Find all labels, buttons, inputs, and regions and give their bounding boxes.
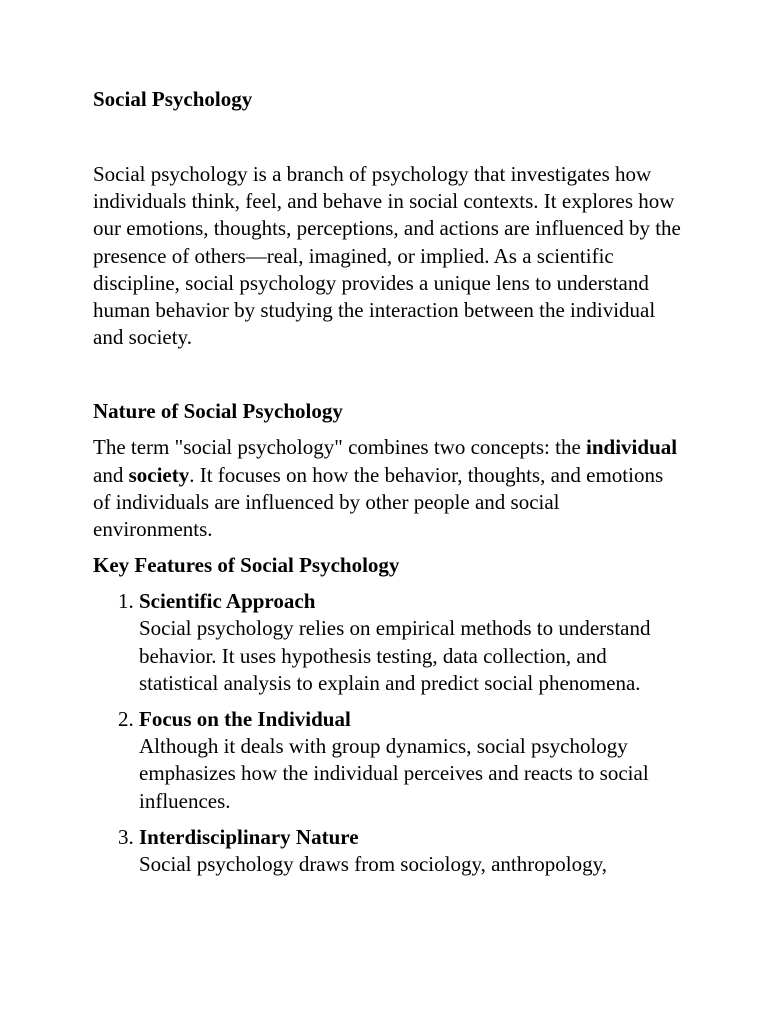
list-item [139,706,683,815]
list-item [139,588,683,697]
nature-text-middle: and [93,462,129,487]
document-page [93,86,683,887]
nature-bold-society: society [128,462,190,487]
key-features-heading: Key Features of Social Psychology [93,553,400,578]
feature-text: Social psychology relies on empirical methods to understand behavior. It uses hypothesis testing, data collection, and statistical analysis to explain and predict social phenomena. [139,616,651,695]
nature-text-before: The term "social psychology" combines two concepts: the [93,435,587,460]
feature-title: 3. Interdisciplinary Nature [139,824,359,849]
nature-bold-individual: individual [586,435,678,460]
nature-heading: Nature of Social Psychology [93,399,343,424]
nature-paragraph [93,434,683,543]
intro-paragraph: Social psychology is a branch of psychology that investigates how individuals think, feel, and behave in social contexts. It explores how our emotions, thoughts, perceptions, and actions are influenced by the presence of others—real, imagined, or implied. As a scientific discipline, social psychology provides a unique lens to understand human behavior by studying the interaction between the individual and society. [93,162,681,350]
key-features-list [93,588,683,878]
nature-text-after: . It focuses on how the behavior, thoughts, and emotions of individuals are influenced by other people and social environments. [93,462,664,542]
feature-title: 1. Scientific Approach [139,589,316,614]
feature-text: Although it deals with group dynamics, social psychology emphasizes how the individual perceives and reacts to social influences. [139,734,649,813]
list-item [139,824,683,878]
feature-title: 2. Focus on the Individual [139,707,351,732]
document-title: Social Psychology [93,87,253,111]
feature-text: Social psychology draws from sociology, anthropology, [139,852,607,877]
